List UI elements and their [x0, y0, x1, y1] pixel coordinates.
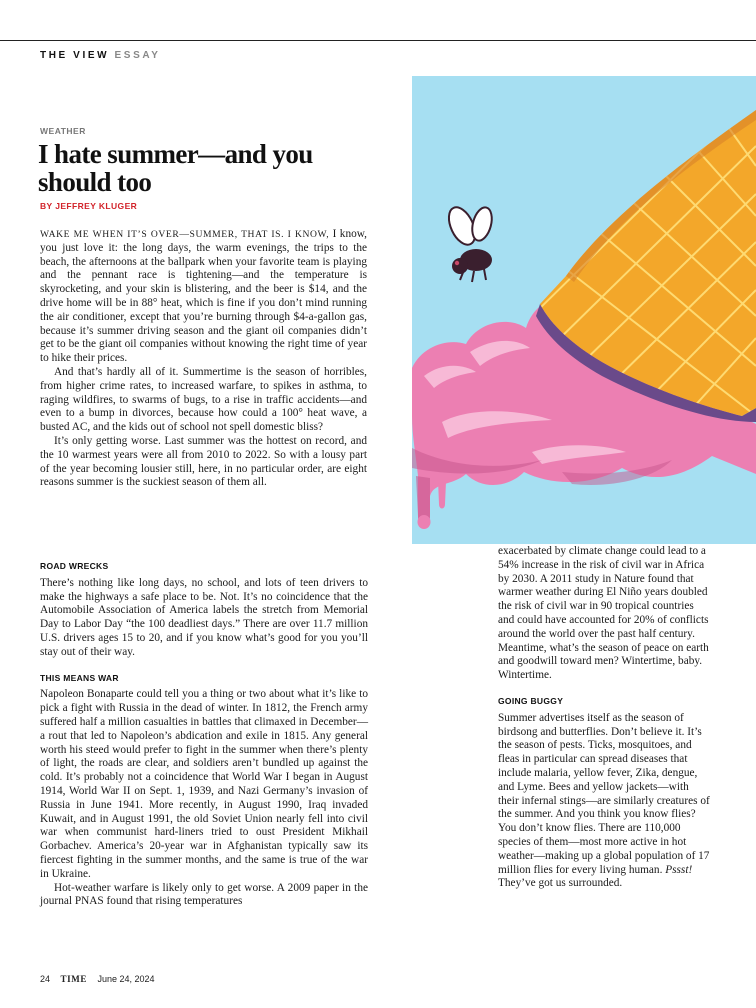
article-kicker: WEATHER — [40, 126, 86, 136]
subhead-going-buggy: GOING BUGGY — [498, 695, 564, 706]
paragraph — [498, 712, 712, 891]
melting-ice-cream-illustration — [412, 76, 756, 544]
paragraph-text: Summer advertises itself as the season of birdsong and butterflies. Don’t believe it. It’s the season of pests. Ticks, mosquitoes, and fleas in particular can spread diseases that include malaria, yellow fever, Zika, dengue, and Lyme. Bees and yellow jackets—with their infernal stings—are similarly creatures of the summer. And you think you know flies? You don’t know flies. There are 110,000 species of them—most more active in hot weather—making up a global population of 17 million flies for every living human. — [498, 711, 710, 876]
paragraph: exacerbated by climate change could lead to a 54% increase in the risk of civil war in Africa by 2030. A 2011 study in Nature found that warmer weather during El Niño years doubled the risk of civil war in 90 tropical countries and could have accounted for 20% of conflicts around the world over the past half century. Meantime, what’s the season of peace on earth and goodwill toward men? Wintertime, baby. Wintertime. — [498, 545, 709, 682]
article-left-column — [40, 560, 368, 909]
paragraph-text: They’ve got us surrounded. — [498, 877, 623, 890]
section-header — [40, 50, 161, 61]
paragraph: Napoleon Bonaparte could tell you a thing or two about what it’s like to pick a fight with Russia in the dead of winter. In 1812, the French army suffered half a million casualties in battles that climaxed in December—a rout that led to Napoleon’s abdication and exile in 1815. Any general worth his steed would prefer to fight in the summer when there’s plenty of light, the roads are clear, and soldiers aren’t bundled up against the cold. It’s probably not a coincidence that World War I began in August 1914, World War II on Sept. 1, 1939, and Nazi Germany’s invasion of Russia in June 1941. More recently, in August 1990, Iraq invaded Kuwait, and in August 1991, the old Soviet Union nearly fell into civil war when communist hard-liners tried to oust President Mikhail Gorbachev. America’s 20-year war in Afghanistan typically saw its fiercest fighting in the summer months, and the same is true of the war in Ukraine. — [40, 688, 368, 880]
lead-in-caps: WAKE ME WHEN IT’S OVER—SUMMER, THAT IS. I KNOW, — [40, 229, 330, 240]
article-byline: BY JEFFREY KLUGER — [40, 201, 138, 211]
article-title: I hate summer—and you should too — [38, 139, 313, 197]
page-number: 24 — [40, 974, 51, 984]
paragraph: Hot-weather warfare is likely only to get worse. A 2009 paper in the journal PNAS found that rising temperatures — [40, 881, 368, 908]
subhead-road-wrecks: ROAD WRECKS — [40, 561, 109, 571]
paragraph: And that’s hardly all of it. Summertime is the season of horribles, from higher crime rates, to increased warfare, to spikes in asthma, to raging wildfires, to swarms of bugs, to a rise in traffic accidents—and even to a bump in divorces, because how could a 100° heat wave, a busted AC, and the kids out of school not spell domestic bliss? — [40, 365, 367, 434]
section-label: THE VIEW — [40, 50, 110, 61]
subhead-this-means-war: THIS MEANS WAR — [40, 672, 119, 683]
lead-paragraph-text: I know, you just love it: the long days, the warm evenings, the trips to the beach, the afternoons at the ballpark when your favorite team is playing and the pennant race is tightening—and the temperature is skyrocketing, and your skin is blistering, and the beer is $14, and the drive home will be in 88° heat, which is fine if you don’t mind running the air conditioner, except that you’re burning through $4-a-gallon gas, because it’s summer driving season and the giant oil companies didn’t get to be the giant oil companies without knowing the right time of year to hike their prices. — [40, 228, 367, 365]
paragraph-lead — [40, 228, 367, 366]
emphasis-text: Pssst! — [665, 863, 693, 876]
article-right-column — [498, 545, 712, 891]
page-footer — [40, 974, 163, 984]
top-rule — [0, 40, 756, 41]
paragraph: It’s only getting worse. Last summer was the hottest on record, and the 10 warmest years were all from 2010 to 2022. So with a lousy part of the year becoming lousier still, here, in no particular order, are eight reasons summer is the suckiest season of them all. — [40, 434, 367, 489]
article-intro-column — [40, 228, 367, 490]
drip — [418, 515, 431, 529]
issue-date: June 24, 2024 — [97, 974, 155, 984]
paragraph: There’s nothing like long days, no school, and lots of teen drivers to make the highways a safe place to be. Not. It’s no coincidence that the Automobile Association of America labels the stretch from Memorial Day to Labor Day “the 100 deadliest days.” There are over 11.7 million U.S. drivers ages 15 to 20, and if you know what’s good for you you’ll stay out of their way. — [40, 576, 368, 658]
section-sublabel: ESSAY — [114, 50, 161, 61]
magazine-name: TIME — [60, 974, 87, 984]
